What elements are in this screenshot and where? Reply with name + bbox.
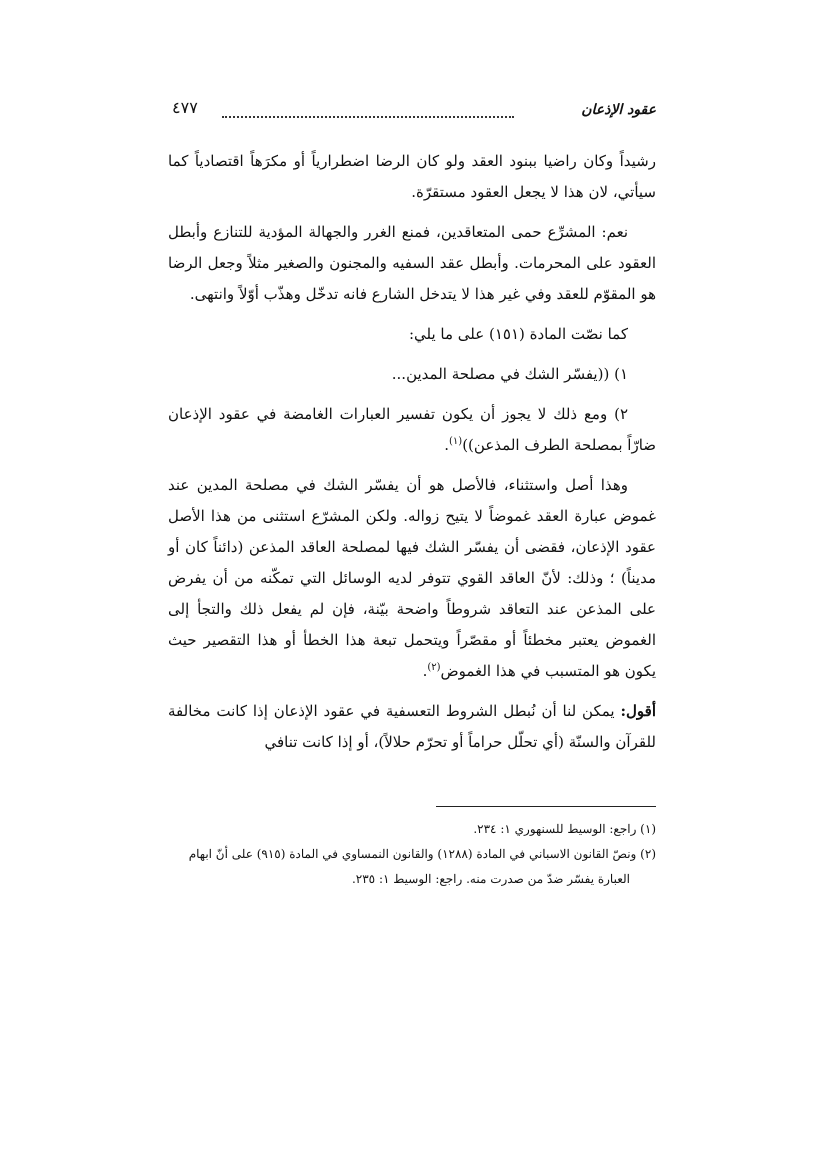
- page-number: ٤٧٧: [172, 98, 198, 117]
- paragraph-5: [168, 399, 656, 461]
- paragraph-1: رشيداً وكان راضيا ببنود العقد ولو كان الرضا اضطرارياً أو مكرَهاً اقتصادياً كما سيأتي، لان هذا لا يجعل العقود مستقرّة.: [168, 152, 656, 201]
- header-leader-dots: [222, 116, 514, 118]
- paragraph-5-end: .: [444, 436, 450, 454]
- running-title: عقود الإذعان: [581, 102, 656, 118]
- paragraph-2: نعم: المشرِّع حمى المتعاقدين، فمنع الغرر والجهالة المؤدية للتنازع وأبطل العقود على المحرمات. وأبطل عقد السفيه والمجنون والصغير مثلاً وجعل الرضا هو المقوّم للعقد وفي غير هذا لا يتدخل الشارع فانه تدخّل وهذّب أوّلاً وانتهى.: [168, 223, 656, 303]
- footnote-2: (٢) ونصّ القانون الاسباني في المادة (١٢٨٨) والقانون النمساوي في المادة (٩١٥) على أنّ ابهام: [188, 847, 656, 861]
- paragraph-6-end: .: [422, 662, 428, 680]
- paragraph-4: ١) ((يفسّر الشك في مصلحة المدين...: [391, 365, 628, 383]
- footnote-2-continuation: العبارة يفسّر ضدّ من صدرت منه. راجع: الوسيط ١: ٢٣٥.: [351, 872, 630, 886]
- paragraph-7: [168, 696, 656, 758]
- paragraph-5-text: ٢) ومع ذلك لا يجوز أن يكون تفسير العبارات الغامضة في عقود الإذعان ضارّاً بمصلحة الطرف المذعن)): [168, 405, 656, 454]
- footnote-ref-1[interactable]: (١): [449, 436, 463, 447]
- footnote-divider: [436, 806, 656, 807]
- paragraph-6-text: وهذا أصل واستثناء، فالأصل هو أن يفسّر الشك في مصلحة المدين عند غموض عبارة العقد غموضاً لا يتيح زواله. ولكن المشرّع استثنى من هذا الأصل عقود الإذعان، فقضى أن يفسّر الشك فيها لمصلحة العاقد المذعن (دائناً كان أو مديناً) ؛ وذلك: لأنّ العاقد القوي تتوفر لديه الوسائل التي تمكّنه من أن يفرض على المذعن عند التعاقد شروطاً واضحة بيّنة، فإن لم يفعل ذلك والتجأ إلى الغموض يعتبر مخطئاً أو مقصّراً ويتحمل تبعة هذا الخطأ أو هذا التقصير حيث يكون هو المتسبب في هذا الغموض: [168, 476, 656, 680]
- paragraph-7-text: يمكن لنا أن نُبطل الشروط التعسفية في عقود الإذعان إذا كانت مخالفة للقرآن والسنّة (أي تحلّل حراماً أو تحرّم حلالاً)، أو إذا كانت تنافي: [168, 702, 656, 751]
- footnote-1: (١) راجع: الوسيط للسنهوري ١: ٢٣٤.: [473, 822, 656, 836]
- paragraph-6: [168, 470, 656, 687]
- main-text: [168, 146, 656, 767]
- paragraph-3: كما نصّت المادة (١٥١) على ما يلي:: [408, 325, 628, 343]
- footnote-ref-2[interactable]: (٢): [427, 662, 441, 673]
- page-header: [172, 96, 656, 126]
- footnotes: [168, 818, 656, 893]
- paragraph-7-lead: أقول:: [620, 702, 656, 720]
